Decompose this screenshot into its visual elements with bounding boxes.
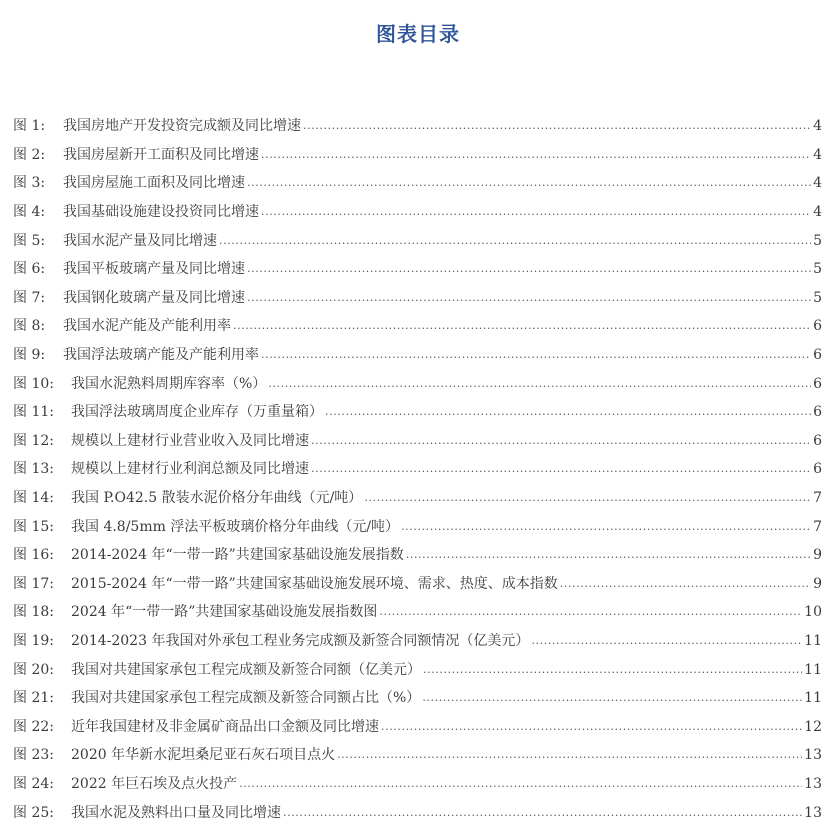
dot-leader [423, 661, 802, 679]
toc-entry[interactable] [13, 627, 822, 656]
page-number[interactable]: 7 [813, 518, 822, 535]
figure-title[interactable]: 我国 P.O42.5 散装水泥价格分年曲线（元/吨） [71, 490, 363, 507]
figure-label: 图 13: [13, 461, 54, 478]
toc-entry[interactable] [13, 398, 822, 427]
page-number[interactable]: 4 [813, 175, 822, 192]
dot-leader [239, 775, 802, 793]
figure-title[interactable]: 2015-2024 年“一带一路”共建国家基础设施发展环境、需求、热度、成本指数 [71, 575, 558, 592]
figure-label: 图 15: [13, 518, 54, 535]
toc-entry[interactable] [13, 455, 822, 484]
figure-label: 图 1: [13, 118, 46, 135]
figure-label: 图 12: [13, 432, 54, 449]
dot-leader [261, 146, 811, 164]
figure-label: 图 5: [13, 232, 46, 249]
dot-leader [379, 603, 802, 621]
figure-title[interactable]: 我国水泥产量及同比增速 [63, 232, 217, 249]
toc-title: 图表目录 [376, 22, 460, 46]
dot-leader [381, 718, 802, 736]
dot-leader [311, 460, 811, 478]
figure-label: 图 14: [13, 490, 54, 507]
figure-label: 图 19: [13, 632, 54, 649]
figure-title[interactable]: 我国房屋新开工面积及同比增速 [63, 146, 259, 163]
toc-entry[interactable] [13, 141, 822, 170]
page-number[interactable]: 11 [804, 690, 822, 707]
toc-entry[interactable] [13, 770, 822, 799]
figure-label: 图 9: [13, 347, 46, 364]
dot-leader [422, 689, 802, 707]
figure-label: 图 18: [13, 604, 54, 621]
dot-leader [311, 432, 811, 450]
toc-entry[interactable] [13, 112, 822, 141]
figure-title[interactable]: 我国浮法玻璃产能及产能利用率 [63, 347, 259, 364]
figure-label: 图 4: [13, 204, 46, 221]
figure-title[interactable]: 我国对共建国家承包工程完成额及新签合同额（亿美元） [71, 661, 421, 678]
toc-entry[interactable] [13, 741, 822, 770]
page-number[interactable]: 9 [813, 575, 822, 592]
page-number[interactable]: 12 [804, 718, 822, 735]
page-number[interactable]: 4 [813, 204, 822, 221]
toc-entry[interactable] [13, 512, 822, 541]
figure-label: 图 8: [13, 318, 46, 335]
figure-label: 图 6: [13, 261, 46, 278]
figure-title[interactable]: 我国水泥及熟料出口量及同比增速 [71, 804, 281, 821]
figure-title[interactable]: 我国浮法玻璃周度企业库存（万重量箱） [71, 404, 323, 421]
figure-label: 图 20: [13, 661, 54, 678]
toc-entry[interactable] [13, 598, 822, 627]
toc-entry[interactable] [13, 198, 822, 227]
figure-label: 图 7: [13, 289, 46, 306]
dot-leader [261, 346, 811, 364]
page-number[interactable]: 5 [813, 232, 822, 249]
toc-entry[interactable] [13, 255, 822, 284]
dot-leader [261, 203, 811, 221]
figure-title[interactable]: 2024 年“一带一路”共建国家基础设施发展指数图 [71, 604, 378, 621]
toc-entry[interactable] [13, 341, 822, 370]
dot-leader [303, 117, 811, 135]
figure-title[interactable]: 我国基础设施建设投资同比增速 [63, 204, 259, 221]
page-number[interactable]: 6 [813, 375, 822, 392]
figure-label: 图 24: [13, 775, 54, 792]
toc-entry[interactable] [13, 226, 822, 255]
figure-title[interactable]: 我国水泥熟料周期库容率（%） [71, 375, 267, 392]
figure-label: 图 16: [13, 547, 54, 564]
toc-entry[interactable] [13, 484, 822, 513]
figure-label: 图 25: [13, 804, 54, 821]
dot-leader [325, 403, 811, 421]
toc-entry[interactable] [13, 712, 822, 741]
figure-label: 图 17: [13, 575, 54, 592]
page-number[interactable]: 13 [804, 775, 822, 792]
dot-leader [283, 804, 802, 822]
figure-title[interactable]: 我国平板玻璃产量及同比增速 [63, 261, 245, 278]
page-number[interactable]: 6 [813, 432, 822, 449]
figure-title[interactable]: 我国房地产开发投资完成额及同比增速 [63, 118, 301, 135]
dot-leader [247, 260, 811, 278]
toc-entry[interactable] [13, 655, 822, 684]
figure-title[interactable]: 我国 4.8/5mm 浮法平板玻璃价格分年曲线（元/吨） [71, 518, 400, 535]
page-number[interactable]: 4 [813, 146, 822, 163]
page-number[interactable]: 5 [813, 261, 822, 278]
figure-title[interactable]: 近年我国建材及非金属矿商品出口金额及同比增速 [71, 718, 379, 735]
page-number[interactable]: 5 [813, 289, 822, 306]
page-number[interactable]: 11 [804, 632, 822, 649]
figure-label: 图 11: [13, 404, 54, 421]
page-number[interactable]: 13 [804, 747, 822, 764]
page-number[interactable]: 6 [813, 347, 822, 364]
dot-leader [406, 546, 811, 564]
dot-leader [337, 746, 802, 764]
figure-title[interactable]: 我国钢化玻璃产量及同比增速 [63, 289, 245, 306]
dot-leader [401, 518, 811, 536]
dot-leader [268, 375, 811, 393]
dot-leader [531, 632, 802, 650]
page-number[interactable]: 10 [804, 604, 822, 621]
dot-leader [247, 174, 811, 192]
dot-leader [364, 489, 811, 507]
figure-title[interactable]: 规模以上建材行业营业收入及同比增速 [71, 432, 309, 449]
toc-entry[interactable] [13, 684, 822, 713]
page-number[interactable]: 7 [813, 490, 822, 507]
figure-title[interactable]: 2014-2024 年“一带一路”共建国家基础设施发展指数 [71, 547, 404, 564]
dot-leader [233, 317, 811, 335]
toc-entry[interactable] [13, 369, 822, 398]
toc-entry[interactable] [13, 541, 822, 570]
figure-title[interactable]: 2020 年华新水泥坦桑尼亚石灰石项目点火 [71, 747, 336, 764]
figure-label: 图 3: [13, 175, 46, 192]
dot-leader [219, 232, 811, 250]
toc-entry[interactable] [13, 570, 822, 599]
figure-title[interactable]: 我国房屋施工面积及同比增速 [63, 175, 245, 192]
dot-leader [247, 289, 811, 307]
figure-label: 图 23: [13, 747, 54, 764]
figure-title[interactable]: 2022 年巨石埃及点火投产 [71, 775, 238, 792]
dot-leader [560, 575, 811, 593]
toc-list [13, 112, 822, 827]
page-number[interactable]: 9 [813, 547, 822, 564]
page-number[interactable]: 13 [804, 804, 822, 821]
figure-label: 图 21: [13, 690, 54, 707]
figure-title[interactable]: 我国对共建国家承包工程完成额及新签合同额占比（%） [71, 690, 421, 707]
figure-label: 图 10: [13, 375, 54, 392]
toc-entry[interactable] [13, 312, 822, 341]
toc-entry[interactable] [13, 169, 822, 198]
toc-entry[interactable] [13, 284, 822, 313]
toc-entry[interactable] [13, 427, 822, 456]
figure-label: 图 2: [13, 146, 46, 163]
page-number[interactable]: 4 [813, 118, 822, 135]
page-number[interactable]: 6 [813, 404, 822, 421]
figure-title[interactable]: 我国水泥产能及产能利用率 [63, 318, 231, 335]
figure-title[interactable]: 规模以上建材行业利润总额及同比增速 [71, 461, 309, 478]
figure-label: 图 22: [13, 718, 54, 735]
toc-entry[interactable] [13, 798, 822, 827]
page-number[interactable]: 6 [813, 461, 822, 478]
page-number[interactable]: 6 [813, 318, 822, 335]
page-number[interactable]: 11 [804, 661, 822, 678]
figure-title[interactable]: 2014-2023 年我国对外承包工程业务完成额及新签合同额情况（亿美元） [71, 632, 530, 649]
